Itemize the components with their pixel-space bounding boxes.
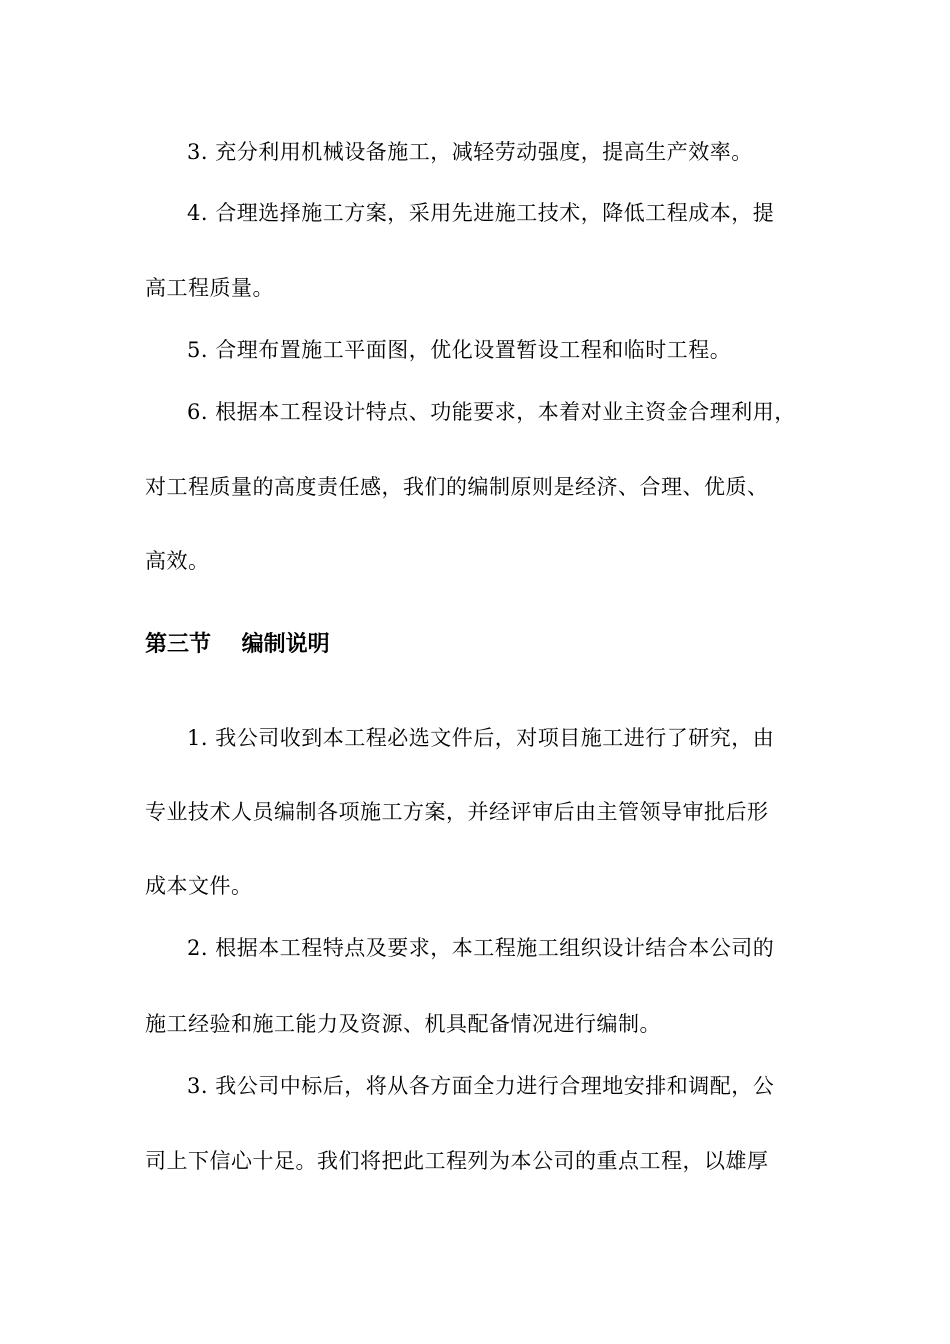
paragraph-6-line-3: 高效。 [145,549,210,573]
section-heading: 第三节 编制说明 [145,632,330,657]
section-paragraph-3-line-1: 3. 我公司中标后，将从各方面全力进行合理地安排和调配，公 [187,1074,775,1098]
paragraph-4-line-1: 4. 合理选择施工方案，采用先进施工技术，降低工程成本，提 [187,201,775,225]
paragraph-4-line-2: 高工程质量。 [145,276,274,300]
paragraph-3-line-1: 3. 充分利用机械设备施工，减轻劳动强度，提高生产效率。 [187,140,753,164]
section-paragraph-1-line-1: 1. 我公司收到本工程必选文件后，对项目施工进行了研究，由 [187,726,775,750]
paragraph-6-line-1: 6. 根据本工程设计特点、功能要求，本着对业主资金合理利用， [187,400,796,424]
section-paragraph-2-line-1: 2. 根据本工程特点及要求，本工程施工组织设计结合本公司的 [187,936,775,960]
paragraph-5-line-1: 5. 合理布置施工平面图，优化设置暂设工程和临时工程。 [187,338,732,362]
paragraph-6-line-2: 对工程质量的高度责任感，我们的编制原则是经济、合理、优质、 [145,475,769,499]
section-paragraph-2-line-2: 施工经验和施工能力及资源、机具配备情况进行编制。 [145,1012,661,1036]
section-paragraph-3-line-2: 司上下信心十足。我们将把此工程列为本公司的重点工程，以雄厚 [145,1149,769,1173]
section-paragraph-1-line-3: 成本文件。 [145,874,253,898]
section-paragraph-1-line-2: 专业技术人员编制各项施工方案，并经评审后由主管领导审批后形 [145,800,769,824]
